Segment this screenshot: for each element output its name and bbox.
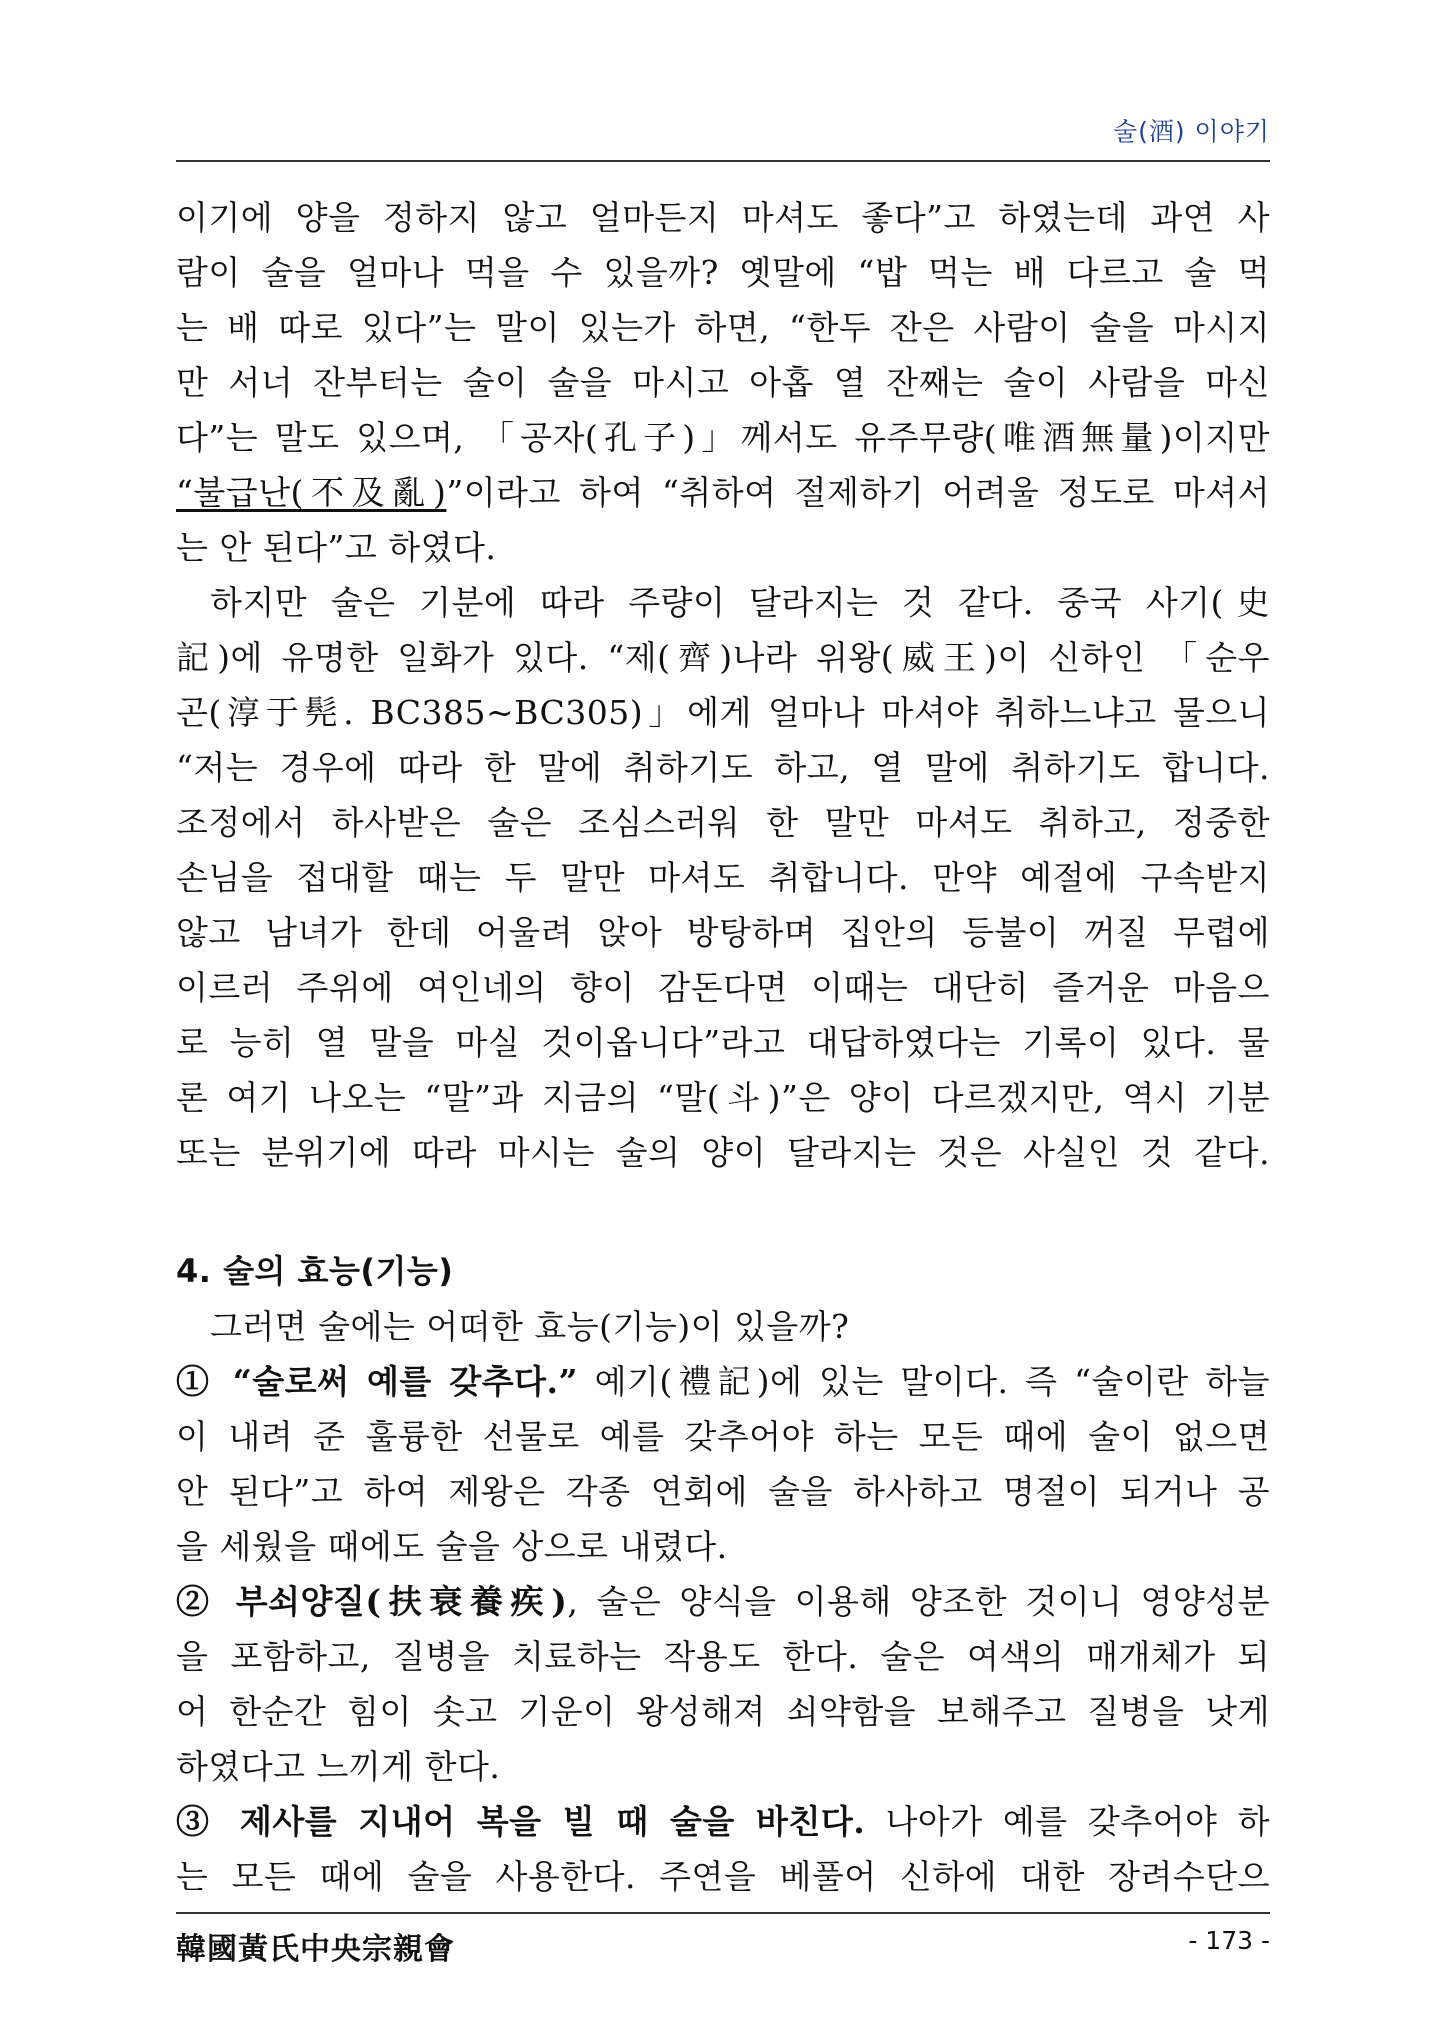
text-segment: 예기(禮記)에 있는 말이다. 즉 “술이란 하늘 (577, 1362, 1270, 1401)
text-line: 이 내려 준 훌륭한 선물로 예를 갖추어야 하는 모든 때에 술이 없으면 (176, 1417, 1270, 1456)
item-2 (176, 1574, 1270, 1794)
text-line: 손님을 접대할 때는 두 말만 마셔도 취합니다. 만약 예절에 구속받지 (176, 858, 1270, 897)
item-1 (176, 1354, 1270, 1574)
footer-divider (176, 1912, 1270, 1914)
item-lead: ② 부쇠양질(扶衰養疾) (176, 1582, 568, 1621)
text-line: 이기에 양을 정하지 않고 얼마든지 마셔도 좋다”고 하였는데 과연 사 (176, 198, 1270, 237)
text-line (176, 1794, 1270, 1849)
text-line: 론 여기 나오는 “말”과 지금의 “말(斗)”은 양이 다르겠지만, 역시 기분 (176, 1078, 1270, 1117)
text-line: 만 서너 잔부터는 술이 술을 마시고 아홉 열 잔째는 술이 사람을 마신 (176, 363, 1270, 402)
header-divider (176, 160, 1270, 162)
text-line: 안 된다”고 하여 제왕은 각종 연회에 술을 하사하고 명절이 되거나 공 (176, 1472, 1270, 1511)
text-line: 않고 남녀가 한데 어울려 앉아 방탕하며 집안의 등불이 꺼질 무렵에 (176, 913, 1270, 952)
text-line: 다”는 말도 있으며, 「공자(孔子)」께서도 유주무량(唯酒無量)이지만 (176, 418, 1270, 457)
text-line (176, 465, 1270, 520)
text-line (176, 1574, 1270, 1629)
text-line: 을 세웠을 때에도 술을 상으로 내렸다. (176, 1527, 728, 1566)
text-line: 을 포함하고, 질병을 치료하는 작용도 한다. 술은 여색의 매개체가 되 (176, 1637, 1270, 1676)
text-line: 람이 술을 얼마나 먹을 수 있을까? 옛말에 “밥 먹는 배 다르고 술 먹 (176, 253, 1270, 292)
text-line: 는 모든 때에 술을 사용한다. 주연을 베풀어 신하에 대한 장려수단으 (176, 1857, 1270, 1896)
text-line: 하지만 술은 기분에 따라 주량이 달라지는 것 같다. 중국 사기(史 (210, 583, 1270, 622)
text-line: 記)에 유명한 일화가 있다. “제(齊)나라 위왕(威王)이 신하인 「순우 (176, 638, 1270, 677)
page-number: - 173 - (1188, 1926, 1270, 1955)
text-line: 또는 분위기에 따라 마시는 술의 양이 달라지는 것은 사실인 것 같다. (176, 1133, 1270, 1172)
text-segment: , 술은 양식을 이용해 양조한 것이니 영양성분 (567, 1582, 1270, 1621)
section-intro: 그러면 술에는 어떠한 효능(기능)이 있을까? (210, 1307, 850, 1346)
paragraph-2 (176, 575, 1270, 1180)
section-efficacy (176, 1244, 1270, 1904)
text-line: 는 안 된다”고 하였다. (176, 528, 497, 567)
running-header-title: 술(酒) 이야기 (1112, 117, 1270, 146)
text-line (176, 1354, 1270, 1409)
underlined-phrase: “불급난(不及亂) (176, 473, 447, 512)
text-segment: 나아가 예를 갖추어야 하 (865, 1802, 1270, 1841)
text-line: 어 한순간 힘이 솟고 기운이 왕성해져 쇠약함을 보해주고 질병을 낫게 (176, 1692, 1270, 1731)
text-line: 곤(淳于髡. BC385~BC305)」에게 얼마나 마셔야 취하느냐고 물으니 (176, 693, 1270, 732)
item-3 (176, 1794, 1270, 1904)
body-text (176, 190, 1270, 1904)
section-spacer (176, 1180, 1270, 1244)
text-line: 는 배 따로 있다”는 말이 있는가 하면, “한두 잔은 사람이 술을 마시지 (176, 308, 1270, 347)
text-line: 하였다고 느끼게 한다. (176, 1747, 501, 1786)
item-lead: ③ 제사를 지내어 복을 빌 때 술을 바친다. (176, 1802, 866, 1841)
paragraph-1 (176, 190, 1270, 575)
footer-organization-title: 韓國黃氏中央宗親會 (176, 1932, 455, 1967)
text-line: 로 능히 열 말을 마실 것이옵니다”라고 대답하였다는 기록이 있다. 물 (176, 1023, 1270, 1062)
text-line: 이르러 주위에 여인네의 향이 감돈다면 이때는 대단히 즐거운 마음으 (176, 968, 1270, 1007)
section-heading: 4. 술의 효능(기능) (176, 1252, 454, 1290)
text-line: “저는 경우에 따라 한 말에 취하기도 하고, 열 말에 취하기도 합니다. (176, 748, 1270, 787)
text-line: 조정에서 하사받은 술은 조심스러워 한 말만 마셔도 취하고, 정중한 (176, 803, 1270, 842)
text-segment: ”이라고 하여 “취하여 절제하기 어려울 정도로 마셔서 (446, 473, 1270, 512)
item-lead: ① “술로써 예를 갖추다.” (176, 1362, 578, 1401)
